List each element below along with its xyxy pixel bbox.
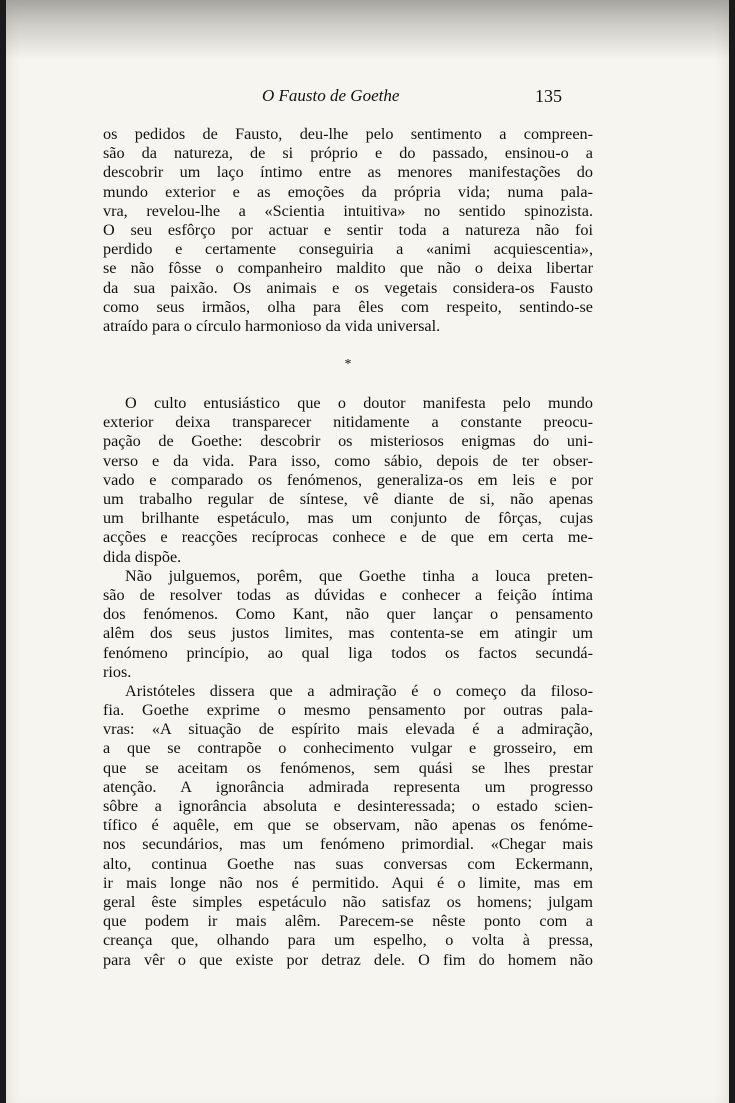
paragraph (103, 682, 593, 970)
text-line: um brilhante espetáculo, mas um conjunto de fôrças, cujas (103, 509, 593, 528)
text-line: perdido e certamente conseguiria a «animi acquiescentia», (103, 240, 593, 259)
text-line: se não fôsse o companheiro maldito que não o deixa libertar (103, 259, 593, 278)
text-line: da sua paixão. Os animais e os vegetais considera-os Fausto (103, 278, 593, 297)
text-line: atenção. A ignorância admirada representa um progresso (103, 777, 593, 796)
text-line: geral êste simples espetáculo não satisfaz os homens; julgam (103, 892, 593, 911)
text-line: sôbre a ignorância absoluta e desinteressada; o estado scien- (103, 797, 593, 815)
text-line: pação de Goethe: descobrir os misteriosos enigmas do uni- (103, 432, 593, 451)
text-line: Não julguemos, porêm, que Goethe tinha a louca preten- (125, 566, 593, 585)
text-line: creança que, olhando para um espelho, o volta à pressa, (103, 931, 593, 950)
text-line: fenómeno princípio, ao qual liga todos os factos secundá- (103, 643, 593, 662)
section-2 (103, 394, 593, 970)
text-line: Aristóteles dissera que a admiração é o começo da filoso- (125, 681, 593, 700)
text-line: que se aceitam os fenómenos, sem quási se lhes prestar (103, 758, 593, 777)
text-line: vado e comparado os fenómenos, generaliza-os em leis e por (103, 470, 593, 489)
text-line: nos secundários, mas um fenómeno primordial. «Chegar mais (103, 835, 593, 854)
text-line: ir mais longe não nos é permitido. Aqui é o limite, mas em (103, 873, 593, 892)
text-line: alto, continua Goethe nas suas conversas com Eckermann, (103, 854, 593, 873)
text-line: mundo exterior e as emoções da própria vida; numa pala- (103, 182, 593, 201)
text-line: vra, revelou-lhe a «Scientia intuitiva» no sentido spinozista. (103, 201, 593, 220)
text-line: a que se contrapõe o conhecimento vulgar e grosseiro, em (103, 739, 593, 758)
section-1 (103, 125, 593, 336)
text-line: verso e da vida. Para isso, como sábio, depois de ter obser- (103, 451, 593, 470)
running-title: O Fausto de Goethe (262, 86, 400, 105)
text-line: os pedidos de Fausto, deu-lhe pelo sentimento a compreen- (103, 125, 593, 143)
text-line: um trabalho regular de síntese, vê diante de si, não apenas (103, 490, 593, 508)
book-page (6, 0, 729, 1103)
text-line: O culto entusiástico que o doutor manifesta pelo mundo (125, 394, 593, 413)
paragraph (103, 125, 593, 336)
scan-shadow (6, 0, 729, 60)
text-line: exterior deixa transparecer nitidamente a constante preocu- (103, 413, 593, 432)
text-line: O seu esfôrço por actuar e sentir toda a natureza não foi (103, 220, 593, 239)
text-line: atraído para o círculo harmonioso da vida universal. (103, 316, 441, 335)
text-line: dida dispõe. (103, 547, 182, 566)
text-line: rios. (103, 662, 132, 681)
text-line: descobrir um laço íntimo entre as menores manifestações do (103, 163, 593, 182)
paragraph (103, 394, 593, 567)
text-line: dos fenómenos. Como Kant, não quer lançar o pensamento (103, 605, 593, 624)
text-line: fia. Goethe exprime o mesmo pensamento por outras pala- (103, 701, 593, 720)
text-line: são de resolver todas as dúvidas e conhecer a feição íntima (103, 585, 593, 604)
text-line: que podem ir mais alêm. Parecem-se nêste ponto com a (103, 912, 593, 931)
paragraph (103, 567, 593, 682)
text-line: para vêr o que existe por detraz dele. O fim do homem não (103, 950, 593, 969)
text-line: vras: «A situação de espírito mais elevada é a admiração, (103, 720, 593, 739)
body-text (103, 125, 593, 970)
text-line: como seus irmãos, olha para êles com respeito, sentindo-se (103, 297, 593, 316)
text-line: tífico é aquêle, em que se observam, não apenas os fenóme- (103, 816, 593, 835)
text-line: alêm dos seus justos limites, mas contenta-se em atingir um (103, 624, 593, 643)
page-header (6, 86, 729, 110)
section-separator: * (344, 357, 352, 373)
text-line: são da natureza, de si próprio e do passado, ensinou-o a (103, 144, 593, 163)
page-number: 135 (535, 86, 562, 106)
text-line: acções e reacções recíprocas conhece e de que em certa me- (103, 528, 593, 547)
